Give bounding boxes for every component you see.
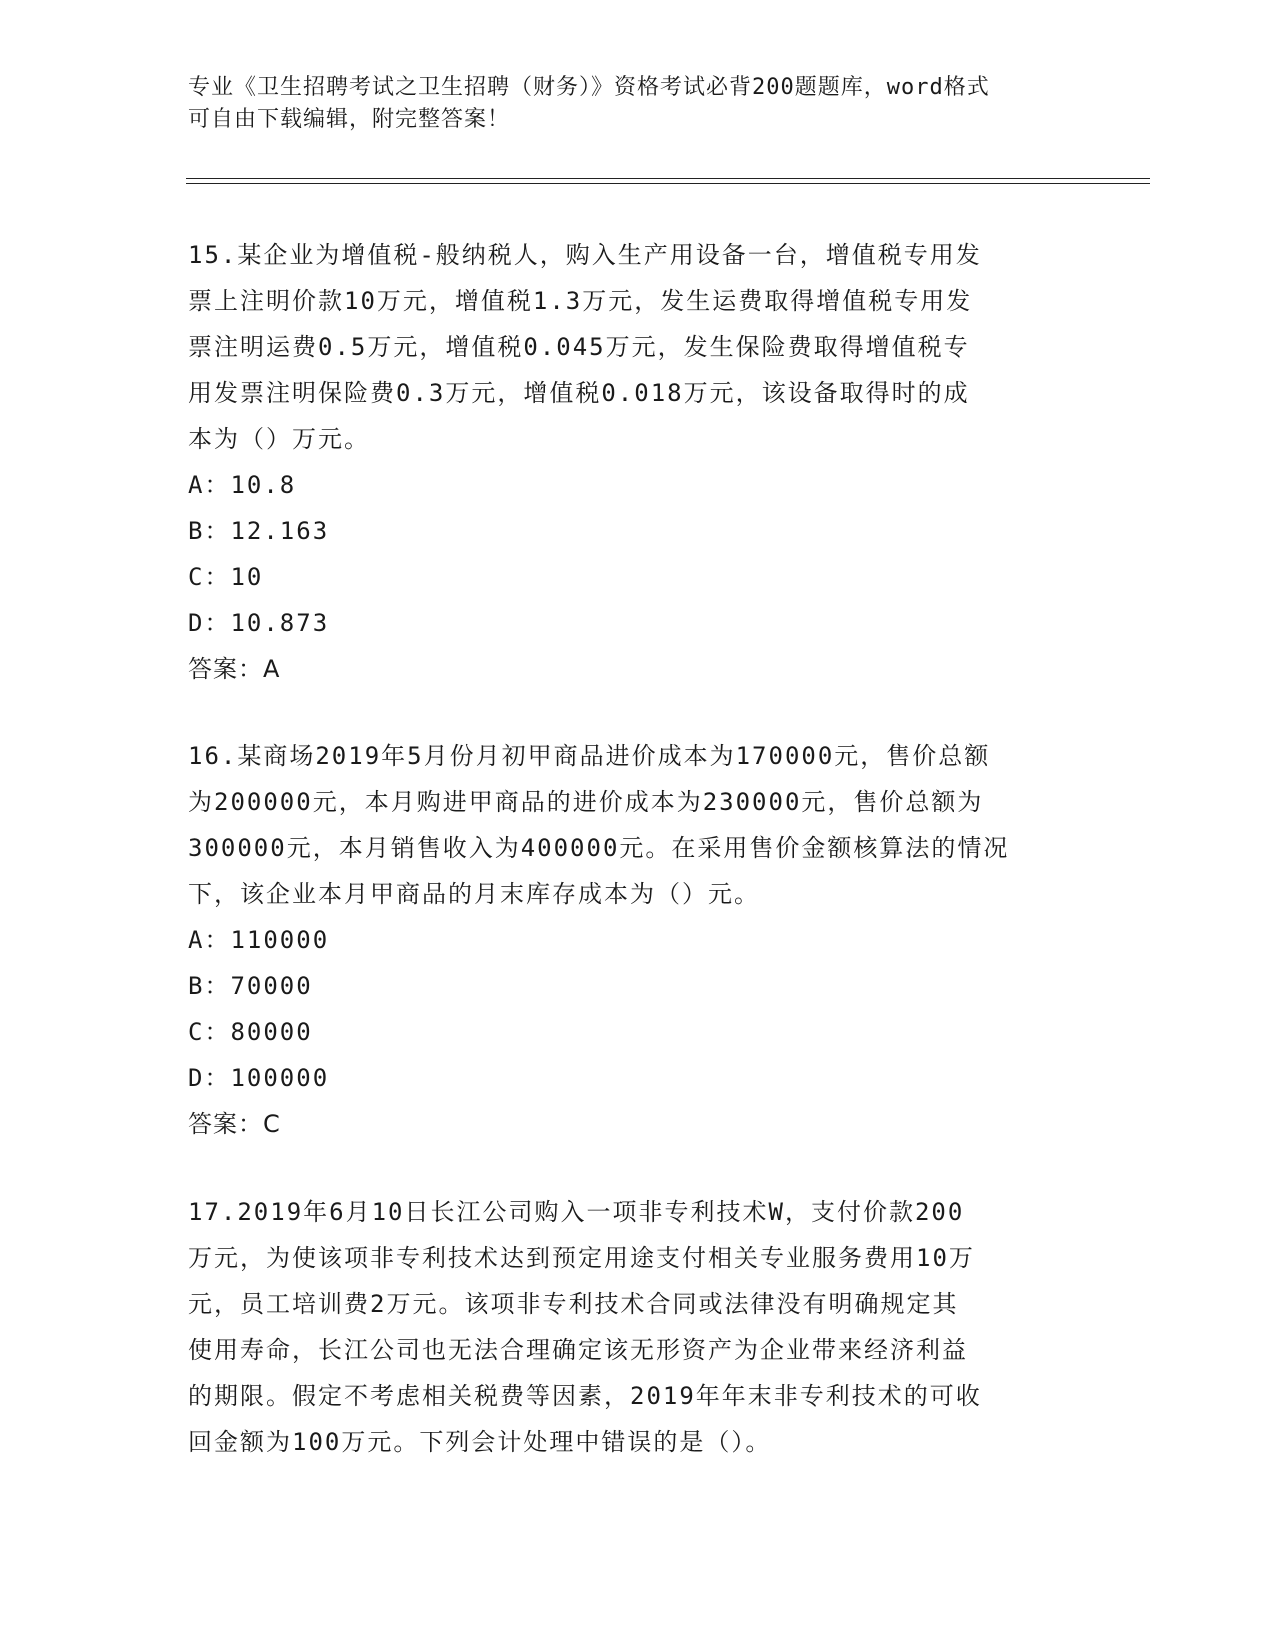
question-text-line: 本为（）万元。 [188, 425, 370, 453]
question-text-line: 票上注明价款10万元，增值税1.3万元，发生运费取得增值税专用发 [188, 287, 973, 315]
question-text-line: 元，员工培训费2万元。该项非专利技术合同或法律没有明确规定其 [188, 1290, 959, 1318]
option-a: A：10.8 [188, 471, 297, 499]
header-line-2: 可自由下载编辑，附完整答案！ [188, 107, 511, 132]
question-text-line: 回金额为100万元。下列会计处理中错误的是（）。 [188, 1428, 772, 1456]
option-d: D：100000 [188, 1064, 330, 1092]
question-17 [188, 1189, 1088, 1465]
option-b: B：12.163 [188, 517, 330, 545]
question-text-line: 16.某商场2019年5月份月初甲商品进价成本为170000元，售价总额 [188, 742, 991, 770]
question-16 [188, 733, 1088, 1147]
option-a: A：110000 [188, 926, 330, 954]
question-15 [188, 232, 1088, 692]
question-text-line: 17.2019年6月10日长江公司购入一项非专利技术W，支付价款200 [188, 1198, 965, 1226]
option-c: C：10 [188, 563, 264, 591]
option-c: C：80000 [188, 1018, 313, 1046]
question-text-line: 使用寿命，长江公司也无法合理确定该无形资产为企业带来经济利益 [188, 1336, 968, 1364]
option-b: B：70000 [188, 972, 313, 1000]
question-text-line: 15.某企业为增值税-般纳税人，购入生产用设备一台，增值税专用发 [188, 241, 982, 269]
header-divider-top [186, 178, 1150, 179]
question-text-line: 万元，为使该项非专利技术达到预定用途支付相关专业服务费用10万 [188, 1244, 975, 1272]
question-text-line: 下，该企业本月甲商品的月末库存成本为（）元。 [188, 880, 760, 908]
question-text-line: 为200000元，本月购进甲商品的进价成本为230000元，售价总额为 [188, 788, 984, 816]
header-line-1: 专业《卫生招聘考试之卫生招聘（财务）》资格考试必背200题题库，word格式 [188, 75, 990, 100]
answer-label: 答案：C [188, 1110, 281, 1138]
question-text-line: 用发票注明保险费0.3万元，增值税0.018万元，该设备取得时的成 [188, 379, 970, 407]
header-divider-bottom [186, 183, 1150, 184]
document-header [188, 72, 1088, 136]
option-d: D：10.873 [188, 609, 330, 637]
question-text-line: 的期限。假定不考虑相关税费等因素，2019年年末非专利技术的可收 [188, 1382, 982, 1410]
question-text-line: 300000元，本月销售收入为400000元。在采用售价金额核算法的情况 [188, 834, 1010, 862]
answer-label: 答案：A [188, 655, 281, 683]
question-text-line: 票注明运费0.5万元，增值税0.045万元，发生保险费取得增值税专 [188, 333, 970, 361]
